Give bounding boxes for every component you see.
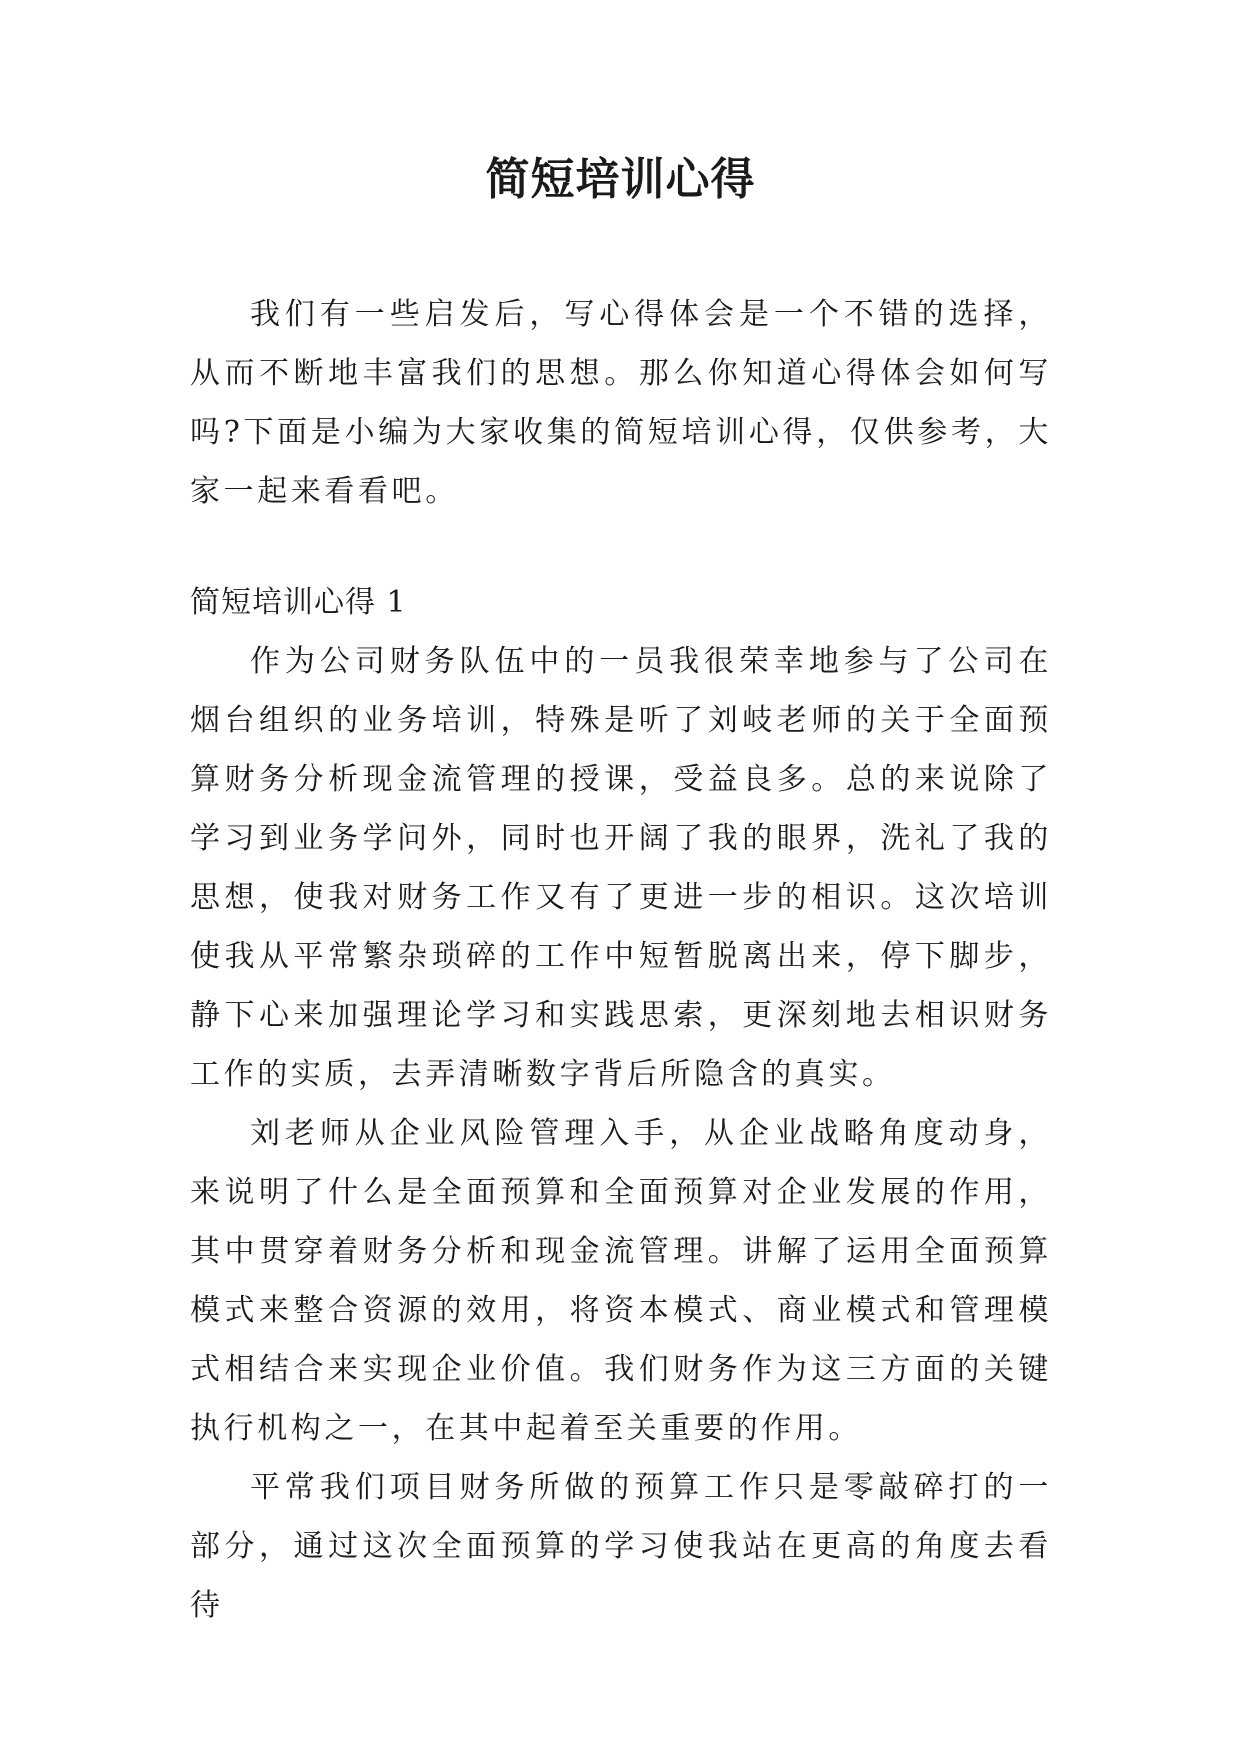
section-heading: 简短培训心得 1	[190, 585, 407, 620]
body-paragraph-1: 作为公司财务队伍中的一员我很荣幸地参与了公司在烟台组织的业务培训，特殊是听了刘岐老师的关于全面预算财务分析现金流管理的授课，受益良多。总的来说除了学习到业务学问外，同时也开阔了我的眼界，洗礼了我的思想，使我对财务工作又有了更进一步的相识。这次培训使我从平常繁杂琐碎的工作中短暂脱离出来，停下脚步，静下心来加强理论学习和实践思索，更深刻地去相识财务工作的实质，去弄清晰数字背后所隐含的真实。	[190, 644, 1052, 1092]
intro-block	[190, 285, 1052, 521]
intro-paragraph: 我们有一些启发后，写心得体会是一个不错的选择，从而不断地丰富我们的思想。那么你知道心得体会如何写吗?下面是小编为大家收集的简短培训心得，仅供参考，大家一起来看看吧。	[190, 297, 1052, 509]
section-1	[190, 573, 1052, 1635]
document-title: 简短培训心得	[485, 154, 756, 205]
body-paragraph-3: 平常我们项目财务所做的预算工作只是零敲碎打的一部分，通过这次全面预算的学习使我站在更高的角度去看待	[190, 1470, 1052, 1623]
body-paragraph-2: 刘老师从企业风险管理入手，从企业战略角度动身，来说明了什么是全面预算和全面预算对企业发展的作用，其中贯穿着财务分析和现金流管理。讲解了运用全面预算模式来整合资源的效用，将资本模式、商业模式和管理模式相结合来实现企业价值。我们财务作为这三方面的关键执行机构之一，在其中起着至关重要的作用。	[190, 1116, 1052, 1446]
